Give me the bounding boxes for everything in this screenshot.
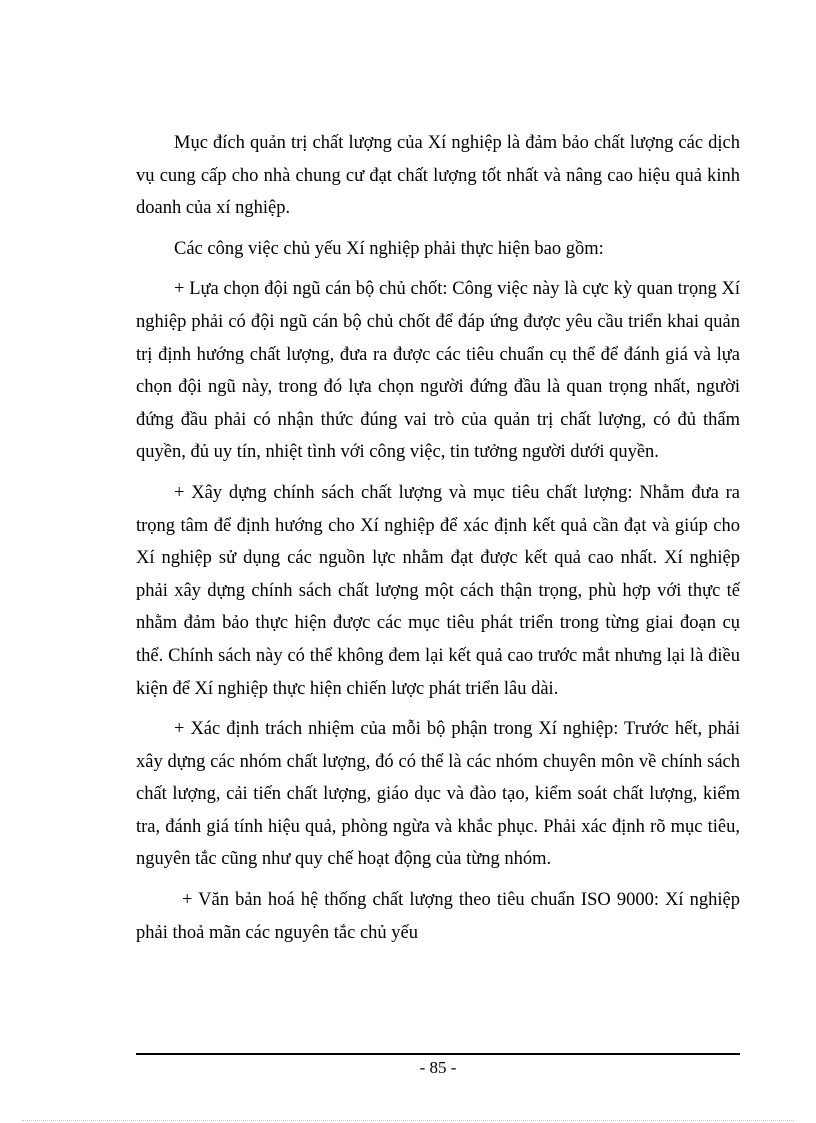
- paragraph-main-tasks: Các công việc chủ yếu Xí nghiệp phải thực hiện bao gồm:: [174, 238, 604, 259]
- footer-divider: [136, 1053, 740, 1055]
- paragraph-responsibilities: + Xác định trách nhiệm của mỗi bộ phận trong Xí nghiệp: Trước hết, phải xây dựng các nhóm chất lượng, đó có thể là các nhóm chuyên môn về chính sách chất lượng, cải tiến chất lượng, giáo dục và đào tạo, kiểm soát chất lượng, kiểm tra, đánh giá tính hiệu quả, phòng ngừa và khắc phục. Phải xác định rõ mục tiêu, nguyên tắc cũng như quy chế hoạt động của từng nhóm.: [136, 719, 740, 870]
- document-body: [136, 127, 740, 957]
- paragraph-purpose: Mục đích quản trị chất lượng của Xí nghiệp là đảm bảo chất lượng các dịch vụ cung cấp cho nhà chung cư đạt chất lượng tốt nhất và nâng cao hiệu quả kinh doanh của xí nghiệp.: [136, 133, 740, 219]
- paragraph-select-key-staff: + Lựa chọn đội ngũ cán bộ chủ chốt: Công việc này là cực kỳ quan trọng Xí nghiệp phải có đội ngũ cán bộ chủ chốt để đáp ứng được yêu cầu triển khai quản trị định hướng chất lượng, đưa ra được các tiêu chuẩn cụ thể để đánh giá và lựa chọn đội ngũ này, trong đó lựa chọn người đứng đầu là quan trọng nhất, người đứng đầu phải có nhận thức đúng vai trò của quản trị chất lượng, có đủ thẩm quyền, đủ uy tín, nhiệt tình với công việc, tin tưởng người dưới quyền.: [136, 279, 740, 463]
- paragraph-quality-policy: + Xây dựng chính sách chất lượng và mục tiêu chất lượng: Nhằm đưa ra trọng tâm để định hướng cho Xí nghiệp để xác định kết quả cần đạt và giúp cho Xí nghiệp sử dụng các nguồn lực nhằm đạt được kết quả cao nhất. Xí nghiệp phải xây dựng chính sách chất lượng một cách thận trọng, phù hợp với thực tế nhằm đảm bảo thực hiện được các mục tiêu phát triển trong từng giai đoạn cụ thể. Chính sách này có thể không đem lại kết quả cao trước mắt nhưng lại là điều kiện để Xí nghiệp thực hiện chiến lược phát triển lâu dài.: [136, 482, 740, 699]
- page-number: - 85 -: [419, 1058, 457, 1077]
- page-bottom-dotted-edge: [22, 1120, 794, 1121]
- paragraph-iso-9000: + Văn bản hoá hệ thống chất lượng theo tiêu chuẩn ISO 9000: Xí nghiệp phải thoả mãn các nguyên tắc chủ yếu: [136, 890, 740, 943]
